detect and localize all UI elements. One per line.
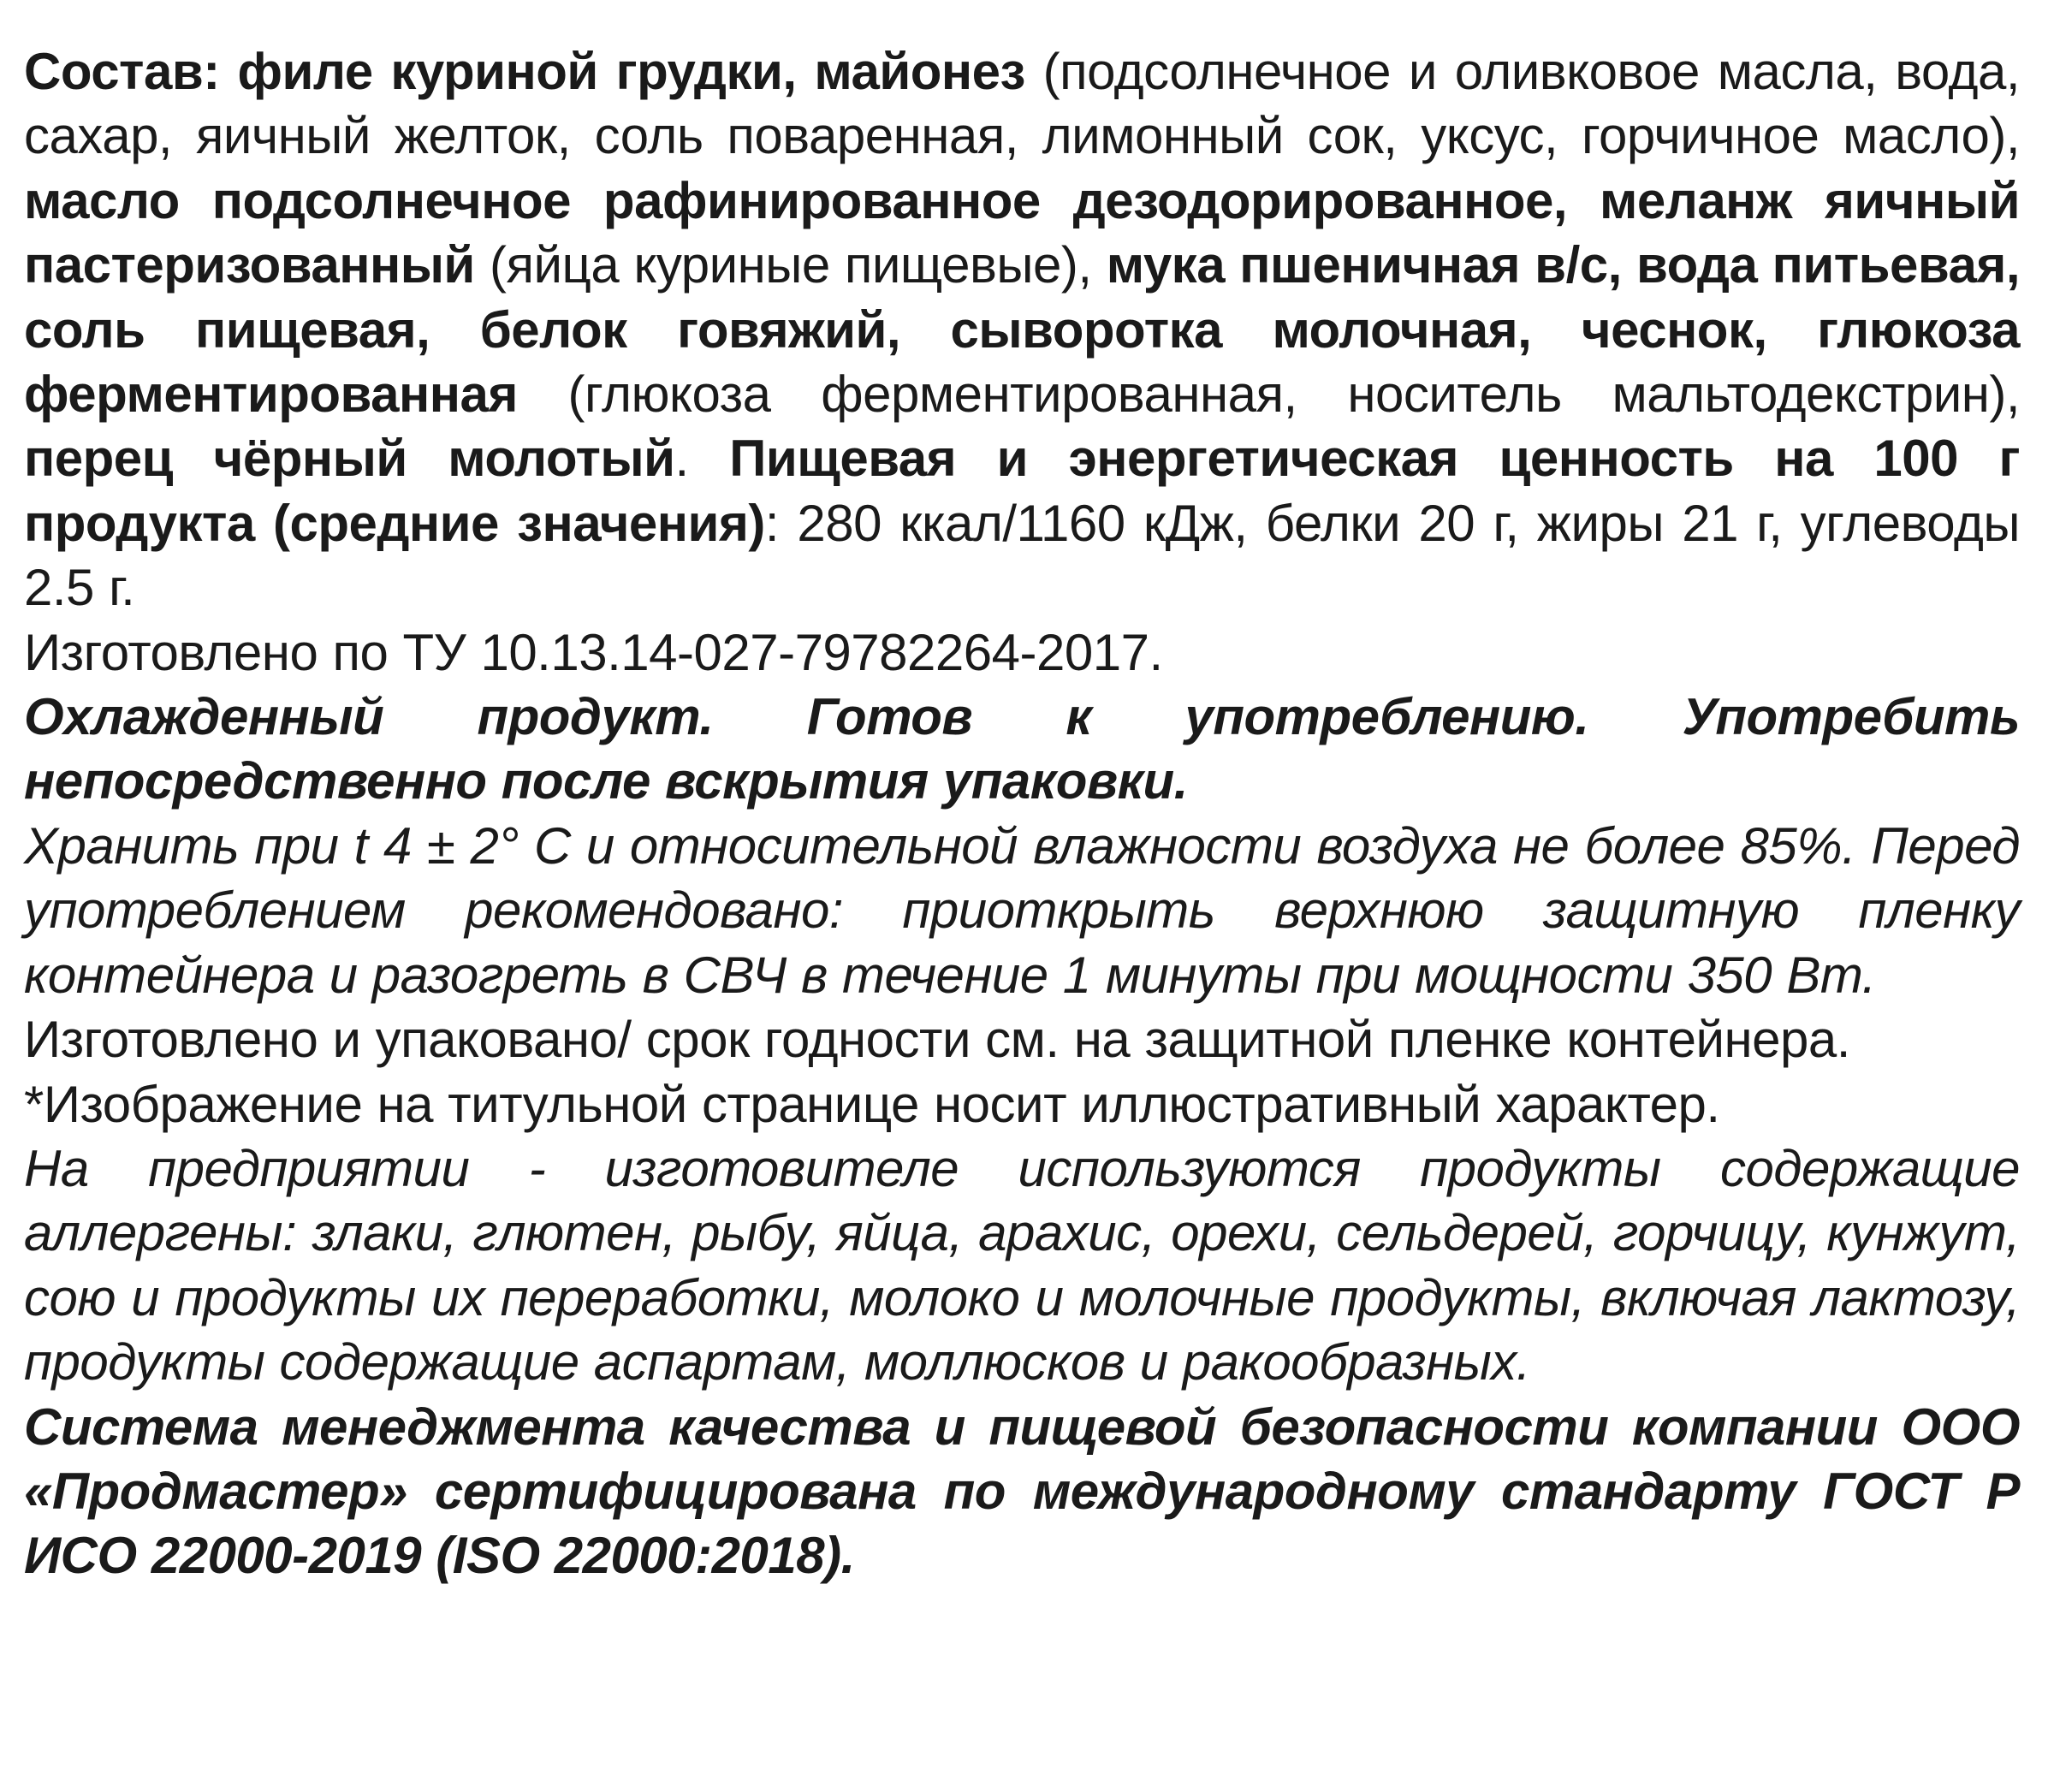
image-disclaimer: *Изображение на титульной странице носит иллюстративный характер. — [24, 1075, 1720, 1133]
storage-instructions: Хранить при t 4 ± 2° С и относительной влажности воздуха не более 85%. Перед употреблением рекомендовано: приоткрыть верхнюю защитную пленку контейнера и разогреть в СВЧ в течение 1 минуты при мощности 350 Вт. — [24, 816, 2020, 1004]
nutrition-values: : 280 ккал/1160 кДж, белки 20 г, жиры 21 г, углеводы 2.5 г. — [24, 494, 2020, 617]
chilled-notice: Охлажденный продукт. Готов к употреблению. Употребить непосредственно после вскрытия упаковки. — [24, 688, 2020, 810]
oil-egg-ingredients: масло подсолнечное рафинированное дезодорированное, меланж яичный пастеризованный — [24, 171, 2020, 294]
pepper-ingredient: перец чёрный молотый — [24, 430, 675, 488]
allergens-notice: На предприятии - изготовителе используются продукты содержащие аллергены: злаки, глютен, рыбу, яйца, арахис, орехи, сельдерей, горчицу, кунжут, сою и продукты их переработки, молоко и молочные продукты, включая лактозу, продукты содержащие аспартам, моллюсков и ракообразных. — [24, 1139, 2020, 1391]
main-ingredients: мука пшеничная в/с, вода питьевая, соль пищевая, белок говяжий, сыворотка молочная, чеснок, глюкоза ферментированная — [24, 236, 2020, 424]
nutrition-label: Пищевая и энергетическая ценность на 100 г продукта (средние значения) — [24, 430, 2020, 552]
packaging-note: Изготовлено и упаковано/ срок годности см. на защитной пленке контейнера. — [24, 1011, 1850, 1069]
pepper-end: . — [674, 430, 730, 488]
glucose-detail: (глюкоза ферментированная, носитель мальтодекстрин), — [517, 365, 2020, 424]
certification-notice: Система менеджмента качества и пищевой безопасности компании ООО «Продмастер» сертифицирована по международному стандарту ГОСТ Р ИСО 22000-2019 (ISO 22000:2018). — [24, 1397, 2020, 1585]
composition-label: Состав: филе куриной грудки, майонез — [24, 43, 1025, 100]
egg-detail: (яйца куриные пищевые), — [474, 236, 1107, 294]
standard-line: Изготовлено по ТУ 10.13.14-027-79782264-2017. — [24, 623, 1163, 681]
mayonnaise-ingredients: (подсолнечное и оливковое масла, вода, сахар, яичный желток, соль поваренная, лимонный сок, уксус, горчичное масло), — [24, 43, 2020, 165]
composition-paragraph — [24, 39, 2020, 620]
